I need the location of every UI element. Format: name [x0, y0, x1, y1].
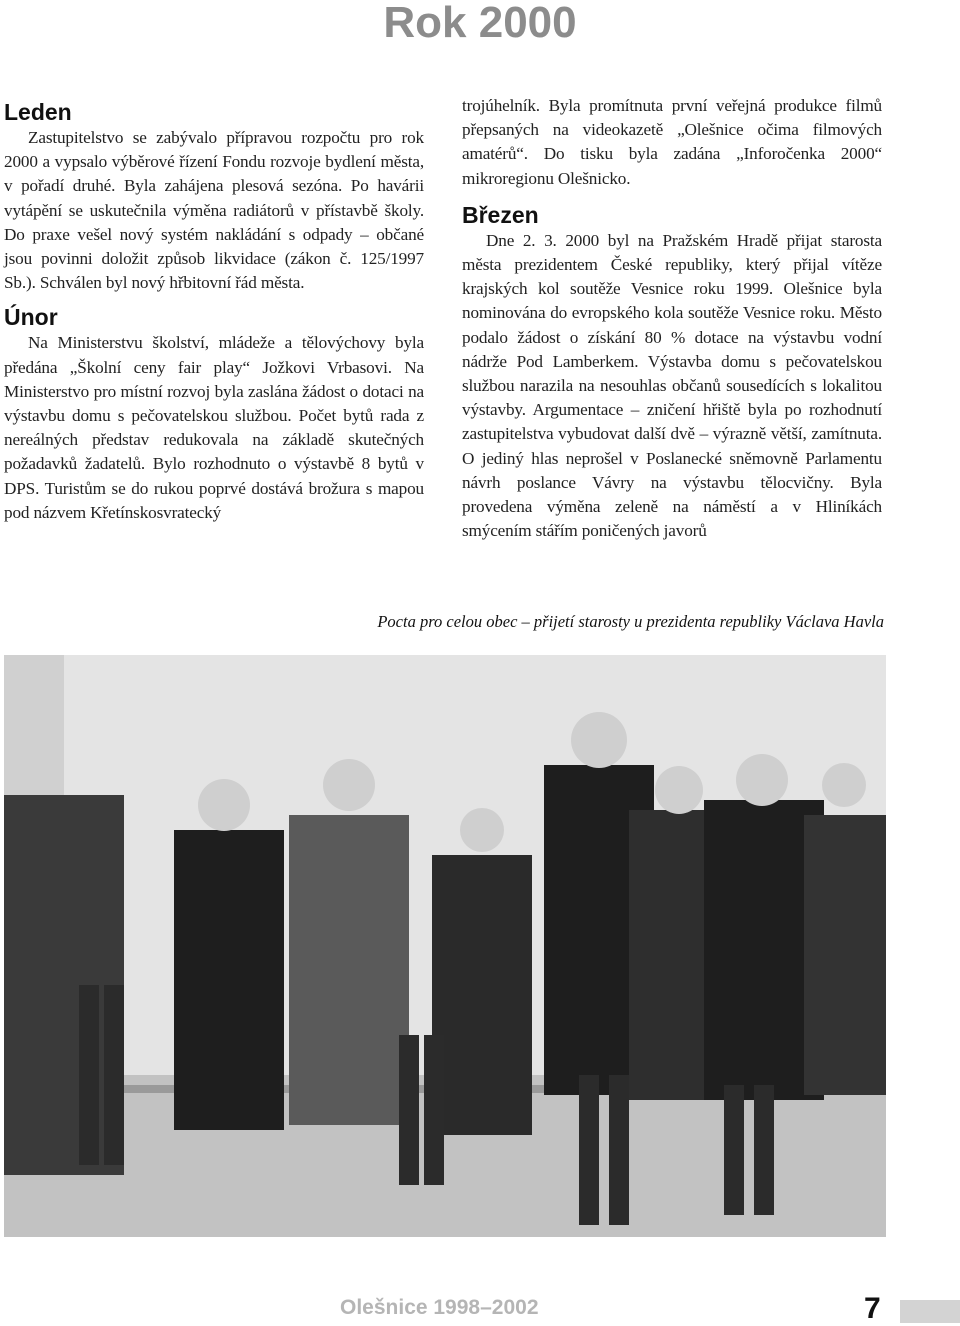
right-column [462, 94, 882, 543]
section-leden [4, 98, 424, 295]
left-column [4, 92, 424, 525]
page-number: 7 [864, 1292, 881, 1325]
section-text-leden: Zastupitelstvo se zabývalo přípravou rozpočtu pro rok 2000 a vypsalo výběrové řízení Fondu rozvoje bydlení města, v pořadí druhé. Byla zahájena plesová sezóna. Po havárii vytápění se uskutečnila výměna radiátorů v přístavbě školy. Do praxe vešel nový systém nakládání s odpady – občané jsou povinni doložit způsob likvidace (zákon č. 125/1997 Sb.). Schválen byl nový hřbitovní řád města. [4, 128, 424, 293]
section-text-brezen: Dne 2. 3. 2000 byl na Pražském Hradě přijat starosta města prezidentem České republiky, který přijal vítěze krajských kol soutěže Vesnice roku 1999. Olešnice byla nominována do evropského kola soutěže Vesnice roku. Město podalo žádost o získání 80 % dotace na výstavbu vodní nádrže Pod Lamberkem. Výstavba domu s pečovatelskou službou narazila na nesouhlas občanů sousedících s lokalitou výstavby. Argumentace – zničení hřiště byla po rozhodnutí zastupitelstva vybudovat další dvě – výrazně větší, zamítnuta. O jediný hlas neprošel v Poslanecké sněmovně Parlamentu návrh poslance Vávry na výstavbu tělocvičny. Byla provedena výměna zeleně na náměstí a v Hliníkách smýcením stářím poničených javorů [462, 230, 882, 541]
group-photo [4, 655, 886, 1237]
section-text-unor: Na Ministerstvu školství, mládeže a tělovýchovy byla předána „Školní ceny fair play“ Jožkovi Vrbasovi. Na Ministerstvo pro místní rozvoj byla zaslána žádost o dotaci na výstavbu domu s pečovatelskou službou. Počet bytů rada z nereálných představ redukovala na základě skutečných požadavků žadatelů. Bylo rozhodnuto o výstavbě 8 bytů v DPS. Turistům se do rukou poprvé dostává brožura s mapou pod názvem Křetínskosvratecký [4, 333, 424, 522]
section-unor [4, 303, 424, 525]
section-text-unor-continued: trojúhelník. Byla promítnuta první veřejná produkce filmů přepsaných na videokazetě „Olešnice očima filmových amatérů“. Do tisku byla zadána „Inforočenka 2000“ mikroregionu Olešnicko. [462, 96, 882, 188]
group-photo-illustration [4, 655, 886, 1237]
section-heading-leden: Leden [4, 99, 72, 125]
section-heading-unor: Únor [4, 304, 58, 331]
section-heading-brezen: Březen [462, 201, 539, 228]
page-title: Rok 2000 [383, 0, 577, 47]
footer-bar [900, 1300, 960, 1323]
section-brezen [462, 201, 882, 544]
footer-title: Olešnice 1998–2002 [340, 1296, 539, 1319]
photo-caption: Pocta pro celou obec – přijetí starosty u prezidenta republiky Václava Havla [377, 612, 884, 631]
